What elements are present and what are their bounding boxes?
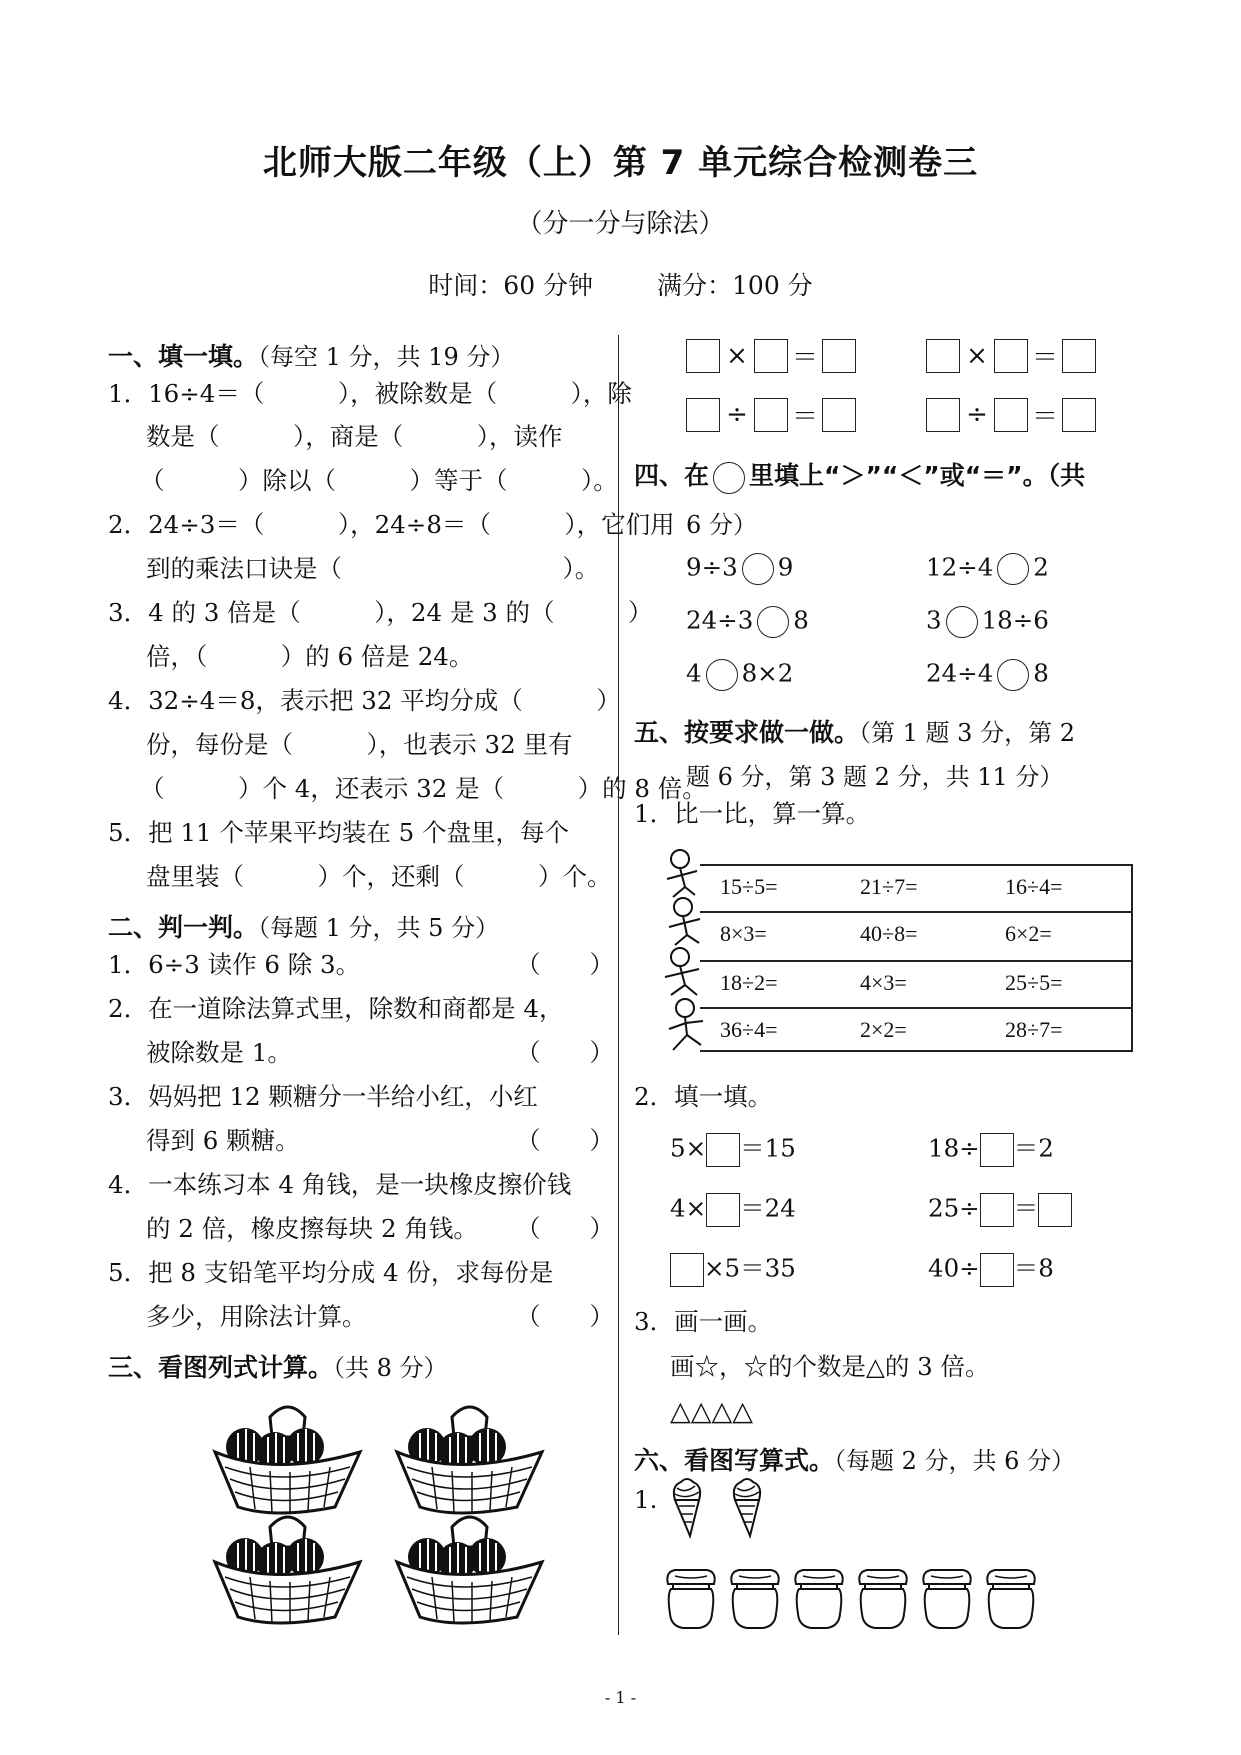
grid-cell: 36÷4=	[720, 1017, 778, 1042]
s1-line-6: 倍，（ ）的 6 倍是 24。	[146, 642, 474, 671]
answer-box[interactable]	[1062, 398, 1096, 432]
s4-item-5	[926, 659, 1049, 691]
s3-eq-1	[686, 337, 856, 374]
divide-sign: ÷	[966, 399, 988, 430]
s2-line-2: 被除数是 1。	[146, 1038, 292, 1067]
s6-q1: 1.	[634, 1485, 658, 1514]
s1-line-4: 到的乘法口诀是（ ）。	[146, 554, 600, 583]
section-5-note-2: 题 6 分，第 3 题 2 分，共 11 分）	[686, 763, 1064, 791]
answer-box[interactable]	[686, 398, 720, 432]
answer-box[interactable]	[686, 339, 720, 373]
section-2-heading	[108, 908, 499, 944]
expr: ×5＝35	[704, 1253, 796, 1283]
s4-item-1	[926, 553, 1049, 585]
s4-item-0	[686, 553, 793, 585]
fill-b	[928, 1133, 1054, 1167]
s2-paren-4[interactable]: （ ）	[516, 1214, 614, 1243]
section-4-heading	[634, 456, 1085, 494]
section-3-title: 三、看图列式计算。	[108, 1353, 334, 1382]
answer-box[interactable]	[980, 1253, 1014, 1287]
compare-circle[interactable]	[706, 659, 738, 691]
grid-cell: 21÷7=	[860, 874, 918, 899]
s2-line-3: 3．妈妈把 12 颗糖分一半给小红，小红	[108, 1082, 538, 1111]
expr: 25÷	[928, 1193, 980, 1223]
right-expr: 8	[793, 605, 809, 635]
left-expr: 24÷3	[686, 605, 754, 635]
expr: ＝2	[1013, 1133, 1054, 1163]
section-3-heading	[108, 1348, 448, 1384]
answer-box[interactable]	[822, 339, 856, 373]
grid-row	[700, 1007, 1131, 1054]
section-1-note: （每空 1 分，共 19 分）	[258, 343, 515, 371]
left-expr: 4	[686, 658, 702, 688]
grid-row	[700, 911, 1131, 958]
fill-c	[670, 1193, 796, 1227]
compare-circle[interactable]	[742, 553, 774, 585]
s2-paren-3[interactable]: （ ）	[516, 1126, 614, 1155]
page-title: 北师大版二年级（上）第 7 单元综合检测卷三	[262, 143, 979, 183]
answer-box[interactable]	[1038, 1193, 1072, 1227]
grid-row	[700, 866, 1131, 913]
s2-line-8: 多少，用除法计算。	[146, 1302, 367, 1331]
grid-cell: 28÷7=	[1005, 1017, 1063, 1042]
s1-line-10: 5．把 11 个苹果平均装在 5 个盘里，每个	[108, 818, 570, 847]
answer-box[interactable]	[706, 1133, 740, 1167]
right-expr: 8×2	[741, 658, 794, 688]
icecream-jars-illustration	[665, 1478, 1105, 1636]
answer-box[interactable]	[994, 398, 1028, 432]
section-6-heading	[634, 1441, 1075, 1477]
s2-line-0: 1．6÷3 读作 6 除 3。	[108, 950, 361, 979]
expr: ＝	[1013, 1193, 1039, 1223]
answer-box[interactable]	[1062, 339, 1096, 373]
compare-circle[interactable]	[946, 606, 978, 638]
s2-paren-2[interactable]: （ ）	[516, 1038, 614, 1067]
equals-sign: ＝	[1031, 402, 1058, 432]
section-5-note: （第 1 题 3 分，第 2	[859, 719, 1075, 747]
divide-sign: ÷	[726, 399, 748, 430]
expr: ＝15	[740, 1133, 796, 1163]
s5-q1: 1．比一比，算一算。	[634, 799, 871, 828]
s1-line-9: （ ）个 4，还表示 32 是（ ）的 8 倍。	[140, 774, 707, 803]
s4-item-3	[926, 606, 1049, 638]
grid-cell: 8×3=	[720, 921, 767, 946]
times-sign: ×	[726, 340, 748, 371]
expr: ＝24	[740, 1193, 796, 1223]
left-expr: 9÷3	[686, 552, 738, 582]
s3-eq-4	[926, 396, 1096, 433]
s1-line-1: 数是（ ），商是（ ），读作	[146, 422, 563, 451]
s1-line-11: 盘里装（ ）个，还剩（ ）个。	[146, 862, 612, 891]
grid-cell: 40÷8=	[860, 921, 918, 946]
section-1-heading	[108, 337, 514, 373]
expr: ＝8	[1013, 1253, 1054, 1283]
left-expr: 3	[926, 605, 942, 635]
section-1-title: 一、填一填。	[108, 342, 259, 371]
expr: 4×	[670, 1193, 707, 1223]
s2-paren-1[interactable]: （ ）	[516, 950, 614, 979]
calc-grid	[700, 864, 1133, 1052]
equals-sign: ＝	[791, 402, 818, 432]
grid-cell: 6×2=	[1005, 921, 1052, 946]
answer-box[interactable]	[926, 398, 960, 432]
left-expr: 12÷4	[926, 552, 994, 582]
right-expr: 18÷6	[981, 605, 1049, 635]
fill-f	[928, 1253, 1054, 1287]
grid-cell: 15÷5=	[720, 874, 778, 899]
grid-row	[700, 960, 1131, 1007]
s2-line-5: 4．一本练习本 4 角钱，是一块橡皮擦价钱	[108, 1170, 572, 1199]
section-2-note: （每题 1 分，共 5 分）	[258, 914, 500, 942]
s2-paren-5[interactable]: （ ）	[516, 1302, 614, 1331]
section-6-note: （每题 2 分，共 6 分）	[834, 1447, 1076, 1475]
answer-box[interactable]	[754, 339, 788, 373]
s3-eq-3	[686, 396, 856, 433]
right-expr: 2	[1033, 552, 1049, 582]
expr: 40÷	[928, 1253, 980, 1283]
answer-box[interactable]	[980, 1193, 1014, 1227]
left-expr: 24÷4	[926, 658, 994, 688]
fill-a	[670, 1133, 796, 1167]
section-5-heading	[634, 713, 1075, 749]
s1-line-8: 份，每份是（ ），也表示 32 里有	[146, 730, 573, 759]
compare-circle[interactable]	[757, 606, 789, 638]
equals-sign: ＝	[791, 343, 818, 373]
s5-q3-text: 画☆，☆的个数是△的 3 倍。	[670, 1352, 990, 1381]
watermelon-baskets-illustration	[200, 1385, 560, 1635]
times-sign: ×	[966, 340, 988, 371]
s1-line-3: 2．24÷3＝（ ），24÷8＝（ ），它们用	[108, 510, 675, 539]
answer-box[interactable]	[980, 1133, 1014, 1167]
s4-item-4	[686, 659, 793, 691]
s2-line-1: 2．在一道除法算式里，除数和商都是 4，	[108, 994, 564, 1023]
time-limit: 时间：60 分钟	[428, 271, 594, 300]
answer-box[interactable]	[926, 339, 960, 373]
answer-box[interactable]	[822, 398, 856, 432]
right-expr: 9	[777, 552, 794, 582]
grid-cell: 16÷4=	[1005, 874, 1063, 899]
section-2-title: 二、判一判。	[108, 913, 259, 942]
s2-line-7: 5．把 8 支铅笔平均分成 4 份，求每份是	[108, 1258, 554, 1287]
section-4-note: 6 分）	[686, 511, 757, 539]
fill-d	[928, 1193, 1072, 1227]
s5-q2: 2．填一填。	[634, 1082, 773, 1111]
s1-line-2: （ ）除以（ ）等于（ ）。	[140, 466, 618, 495]
section-5-title: 五、按要求做一做。	[634, 718, 860, 747]
answer-box[interactable]	[754, 398, 788, 432]
grid-cell: 18÷2=	[720, 970, 778, 995]
triangles: △△△△	[670, 1396, 754, 1427]
s3-eq-2	[926, 337, 1096, 374]
page-number: - 1 -	[604, 1688, 637, 1707]
grid-cell: 2×2=	[860, 1017, 907, 1042]
s1-line-0: 1．16÷4＝（ ），被除数是（ ），除	[108, 379, 632, 408]
answer-box[interactable]	[706, 1193, 740, 1227]
compare-circle[interactable]	[997, 659, 1029, 691]
s2-line-4: 得到 6 颗糖。	[146, 1126, 300, 1155]
grid-cell: 25÷5=	[1005, 970, 1063, 995]
expr: 5×	[670, 1133, 707, 1163]
fill-e	[670, 1253, 796, 1287]
answer-box[interactable]	[994, 339, 1028, 373]
s5-q3: 3．画一画。	[634, 1307, 773, 1336]
s4-item-2	[686, 606, 809, 638]
section-4-title-2: 里填上“＞”“＜”或“＝”。（共	[749, 461, 1086, 490]
section-4-title: 四、在	[634, 461, 710, 490]
s1-line-5: 3．4 的 3 倍是（ ），24 是 3 的（ ）	[108, 598, 653, 627]
answer-box[interactable]	[670, 1253, 704, 1287]
grid-cell: 4×3=	[860, 970, 907, 995]
section-3-note: （共 8 分）	[333, 1354, 448, 1382]
compare-circle[interactable]	[997, 553, 1029, 585]
full-score: 满分：100 分	[657, 271, 813, 300]
s1-line-7: 4．32÷4＝8，表示把 32 平均分成（ ）	[108, 686, 621, 715]
expr: 18÷	[928, 1133, 980, 1163]
s2-line-6: 的 2 倍，橡皮擦每块 2 角钱。	[146, 1214, 478, 1243]
section-6-title: 六、看图写算式。	[634, 1446, 835, 1475]
circle-icon	[713, 462, 745, 494]
equals-sign: ＝	[1031, 343, 1058, 373]
exam-meta	[0, 266, 1241, 302]
right-expr: 8	[1033, 658, 1049, 688]
page-subtitle: （分一分与除法）	[516, 209, 725, 239]
